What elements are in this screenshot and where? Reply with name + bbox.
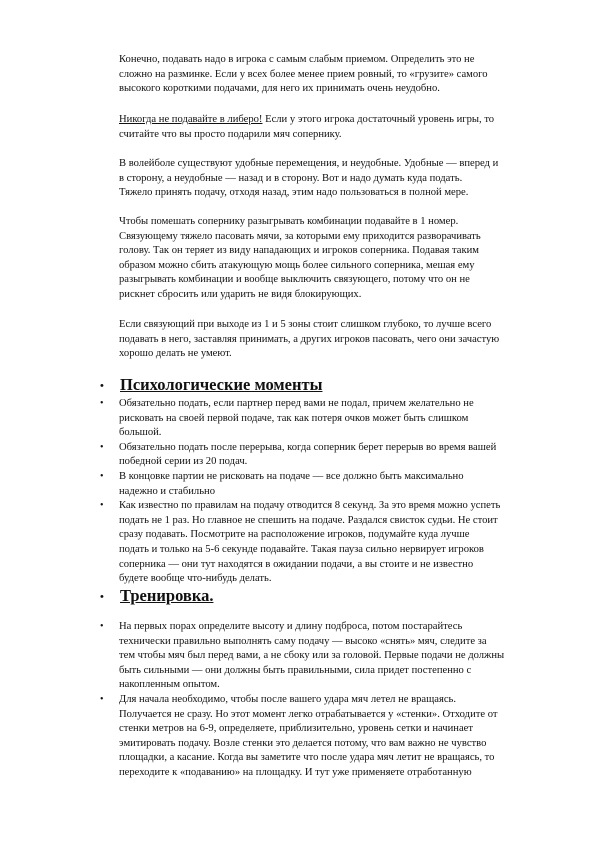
list-item [100, 470, 560, 499]
paragraph-setter [119, 318, 559, 362]
text-line: рискнет сбросить или ударить не видя блокирующих. [119, 288, 362, 300]
text-line: технически правильно выполнять саму подачу — высоко «снять» мяч, следите за [119, 635, 487, 647]
text-line: Обязательно подать после перерыва, когда соперник берет перерыв во время вашей [119, 441, 497, 453]
text-line: соперника — они тут находятся в ожидании подачи, а вы стоите и не известно [119, 558, 474, 570]
paragraph-weak-receiver [119, 53, 559, 97]
bullet-icon: • [100, 441, 104, 453]
text-line: быть сильными — они должны быть правильными, сила придет постепенно с [119, 664, 472, 676]
text-line: переходите к «подаванию» на площадку. И тут уже применяете отработанную [119, 766, 472, 778]
text-line: Если связующий при выходе из 1 и 5 зоны стоит слишком глубоко, то лучше всего [119, 319, 492, 330]
text-line: будете вообще что-нибудь делать. [119, 573, 272, 585]
text-line: подать и только на 5-6 секунде подавайте. Такая пауза сильно нервирует игроков [119, 543, 484, 555]
text-line: разыгрывать комбинации и вообще выключить связующего, потому что он не [119, 274, 470, 286]
text-line: Как известно по правилам на подачу отводится 8 секунд. За это время можно успеть [119, 500, 501, 512]
list-item [100, 693, 560, 781]
section-heading-training [100, 586, 213, 607]
list-item [100, 499, 560, 587]
text-line: Конечно, подавать надо в игрока с самым слабым приемом. Определить это не [119, 54, 475, 65]
section-heading-text: Тренировка. [120, 586, 214, 605]
text-line: надежно и стабильно [119, 485, 216, 497]
text-fragment: Если у этого игрока достаточный уровень игры, то [262, 114, 495, 125]
bullet-icon: • [100, 398, 104, 409]
bullet-icon: • [100, 470, 104, 482]
list-item [100, 441, 560, 470]
text-line: голову. Так он теряет из виду нападающих и игроков соперника. Подавая таким [119, 245, 479, 257]
text-line: Для начала необходимо, чтобы после вашего удара мяч летел не вращаясь. [119, 693, 457, 705]
bullet-icon: • [100, 380, 104, 393]
text-line: В волейболе существуют удобные перемещения, и неудобные. Удобные — вперед и [119, 158, 499, 169]
paragraph-movement [119, 157, 559, 201]
list-item [100, 397, 560, 441]
text-line: Связующему тяжело пасовать мячи, за которыми ему приходится разворачивать [119, 230, 481, 242]
text-line: подать не 1 раз. Но главное не спешить на подаче. Раздался свисток судьи. Не стоит [119, 514, 498, 526]
underlined-warning: Никогда не подавайте в либеро! [119, 114, 263, 125]
paragraph-combinations [119, 215, 559, 303]
text-line: в сторону, а неудобные — назад и в сторону. Вот и надо думать куда подать. [119, 172, 463, 184]
text-line: сразу подавать. Посмотрите на расположение игроков, подумайте куда лучше [119, 529, 470, 541]
text-line: накопленным опытом. [119, 679, 220, 691]
paragraph-libero-warning [119, 113, 559, 142]
text-line: считайте что вы просто подарили мяч сопернику. [119, 128, 342, 140]
text-line: На первых порах определите высоту и длину подброса, потом постарайтесь [119, 621, 463, 632]
bullet-icon: • [100, 693, 104, 705]
text-line: стенки метров на 6-9, определяете, приблизительно, уровень сетки и начинает [119, 723, 473, 735]
text-line: эмитировать подачу. Возле стенки это делается потому, что вам важно не чувство [119, 737, 487, 749]
section-heading-text: Психологические моменты [120, 375, 323, 394]
bullet-icon: • [100, 591, 104, 604]
section-heading-psychology [100, 375, 322, 396]
text-line: тем чтобы мяч был перед вами, а не сбоку или за головой. Первые подачи не должны [119, 650, 505, 662]
text-line: победной серии из 20 подач. [119, 456, 248, 468]
list-item [100, 620, 560, 693]
text-line: площадки, а касание. Когда вы заметите что после удара мяч летит не вращаясь, то [119, 752, 495, 764]
text-line: большой. [119, 427, 162, 439]
text-line: Тяжело принять подачу, отходя назад, этим надо пользоваться в полной мере. [119, 187, 469, 199]
text-line: сложно на разминке. Если у всех более менее прием ровный, то «грузите» самого [119, 68, 488, 80]
bullet-list-psychology [100, 397, 560, 587]
bullet-list-training [100, 620, 560, 781]
text-line: подавать в него, заставляя принимать, а других игроков пасовать, чего они зачастую [119, 333, 500, 345]
text-line: Чтобы помешать сопернику разыгрывать комбинации подавайте в 1 номер. [119, 216, 459, 227]
text-line: образом можно сбить атакующую мощь более сильного соперника, мешая ему [119, 259, 475, 271]
text-line: рисковать на своей первой подаче, так как потеря очков может быть слишком [119, 412, 469, 424]
bullet-icon: • [100, 621, 104, 632]
text-line: Обязательно подать, если партнер перед вами не подал, причем желательно не [119, 398, 474, 409]
text-line: Получается не сразу. Но этот момент легко отрабатывается у «стенки». Отходите от [119, 708, 498, 720]
text-line: В концовке партии не рисковать на подаче — все должно быть максимально [119, 470, 464, 482]
text-line: высокого короткими подачами, для него их принимать очень неудобно. [119, 83, 440, 95]
text-line [119, 113, 559, 128]
bullet-icon: • [100, 500, 104, 512]
text-line: хорошо делать не умеют. [119, 348, 232, 360]
